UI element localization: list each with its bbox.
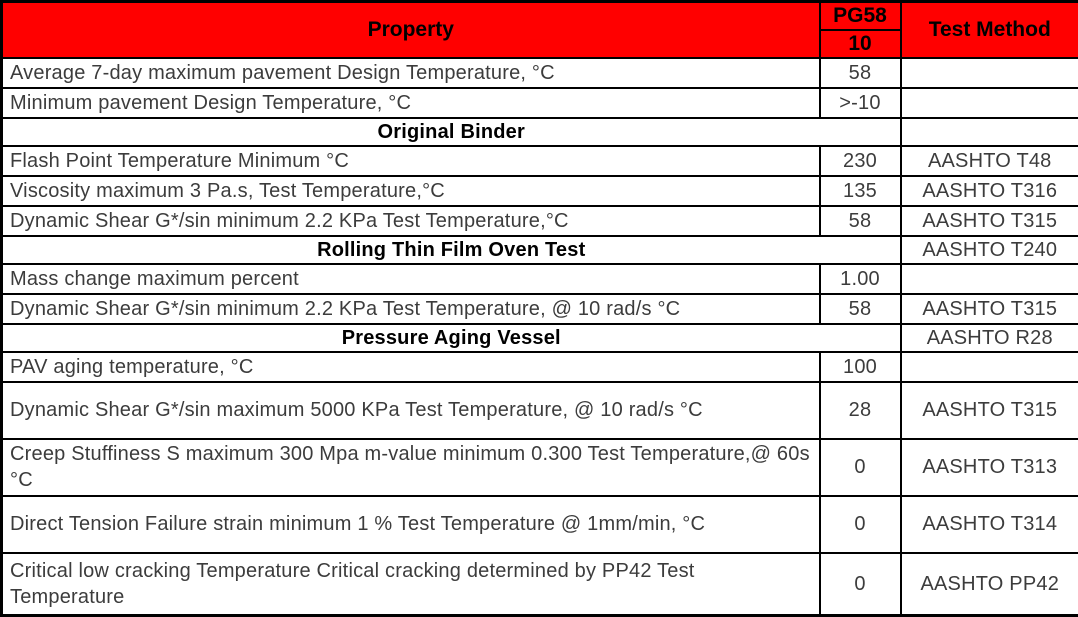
grade-value-cell: 58	[820, 206, 901, 236]
grade-value-cell: 100	[820, 352, 901, 382]
property-cell: Mass change maximum percent	[2, 264, 820, 294]
property-cell: Critical low cracking Temperature Critical cracking determined by PP42 Test Temperature	[2, 553, 820, 616]
grade-value-cell: 0	[820, 496, 901, 553]
table-row	[2, 382, 1078, 439]
test-method-cell	[901, 58, 1078, 88]
header-row-top	[2, 2, 1078, 30]
test-method-cell: AASHTO T315	[901, 206, 1078, 236]
test-method-cell	[901, 88, 1078, 118]
property-cell: Creep Stuffiness S maximum 300 Mpa m-value minimum 0.300 Test Temperature,@ 60s °C	[2, 439, 820, 496]
table-row	[2, 88, 1078, 118]
test-method-cell: AASHTO T313	[901, 439, 1078, 496]
table-row	[2, 264, 1078, 294]
grade-value-cell: 0	[820, 439, 901, 496]
grade-column-header-bottom: 10	[820, 30, 901, 58]
grade-value-cell: >-10	[820, 88, 901, 118]
table-row	[2, 352, 1078, 382]
property-cell: PAV aging temperature, °C	[2, 352, 820, 382]
test-method-cell: AASHTO T315	[901, 382, 1078, 439]
property-cell: Average 7-day maximum pavement Design Temperature, °C	[2, 58, 820, 88]
grade-value-cell: 135	[820, 176, 901, 206]
section-title: Original Binder	[2, 118, 901, 146]
table-row	[2, 496, 1078, 553]
section-row	[2, 324, 1078, 352]
table-row	[2, 553, 1078, 616]
test-method-cell: AASHTO T314	[901, 496, 1078, 553]
property-cell: Dynamic Shear G*/sin minimum 2.2 KPa Test Temperature,°C	[2, 206, 820, 236]
test-method-cell	[901, 352, 1078, 382]
test-method-cell: AASHTO T316	[901, 176, 1078, 206]
test-method-cell: AASHTO T48	[901, 146, 1078, 176]
property-cell: Dynamic Shear G*/sin minimum 2.2 KPa Test Temperature, @ 10 rad/s °C	[2, 294, 820, 324]
grade-value-cell: 58	[820, 294, 901, 324]
property-cell: Dynamic Shear G*/sin maximum 5000 KPa Test Temperature, @ 10 rad/s °C	[2, 382, 820, 439]
property-cell: Flash Point Temperature Minimum °C	[2, 146, 820, 176]
test-method-cell: AASHTO T315	[901, 294, 1078, 324]
test-method-cell	[901, 264, 1078, 294]
property-cell: Viscosity maximum 3 Pa.s, Test Temperature,°C	[2, 176, 820, 206]
grade-value-cell: 58	[820, 58, 901, 88]
table-row	[2, 58, 1078, 88]
table-body	[2, 58, 1078, 616]
table-row	[2, 294, 1078, 324]
grade-value-cell: 230	[820, 146, 901, 176]
table-row	[2, 146, 1078, 176]
grade-value-cell: 0	[820, 553, 901, 616]
section-title: Pressure Aging Vessel	[2, 324, 901, 352]
test-method-column-header: Test Method	[901, 2, 1078, 58]
table-row	[2, 176, 1078, 206]
property-cell: Minimum pavement Design Temperature, °C	[2, 88, 820, 118]
test-method-cell: AASHTO R28	[901, 324, 1078, 352]
table-header	[2, 2, 1078, 58]
grade-value-cell: 28	[820, 382, 901, 439]
property-column-header: Property	[2, 2, 820, 58]
test-method-cell: AASHTO PP42	[901, 553, 1078, 616]
section-row	[2, 118, 1078, 146]
section-row	[2, 236, 1078, 264]
test-method-cell: AASHTO T240	[901, 236, 1078, 264]
grade-value-cell: 1.00	[820, 264, 901, 294]
grade-column-header-top: PG58	[820, 2, 901, 30]
property-cell: Direct Tension Failure strain minimum 1 % Test Temperature @ 1mm/min, °C	[2, 496, 820, 553]
test-method-cell	[901, 118, 1078, 146]
section-title: Rolling Thin Film Oven Test	[2, 236, 901, 264]
table-row	[2, 439, 1078, 496]
table-row	[2, 206, 1078, 236]
